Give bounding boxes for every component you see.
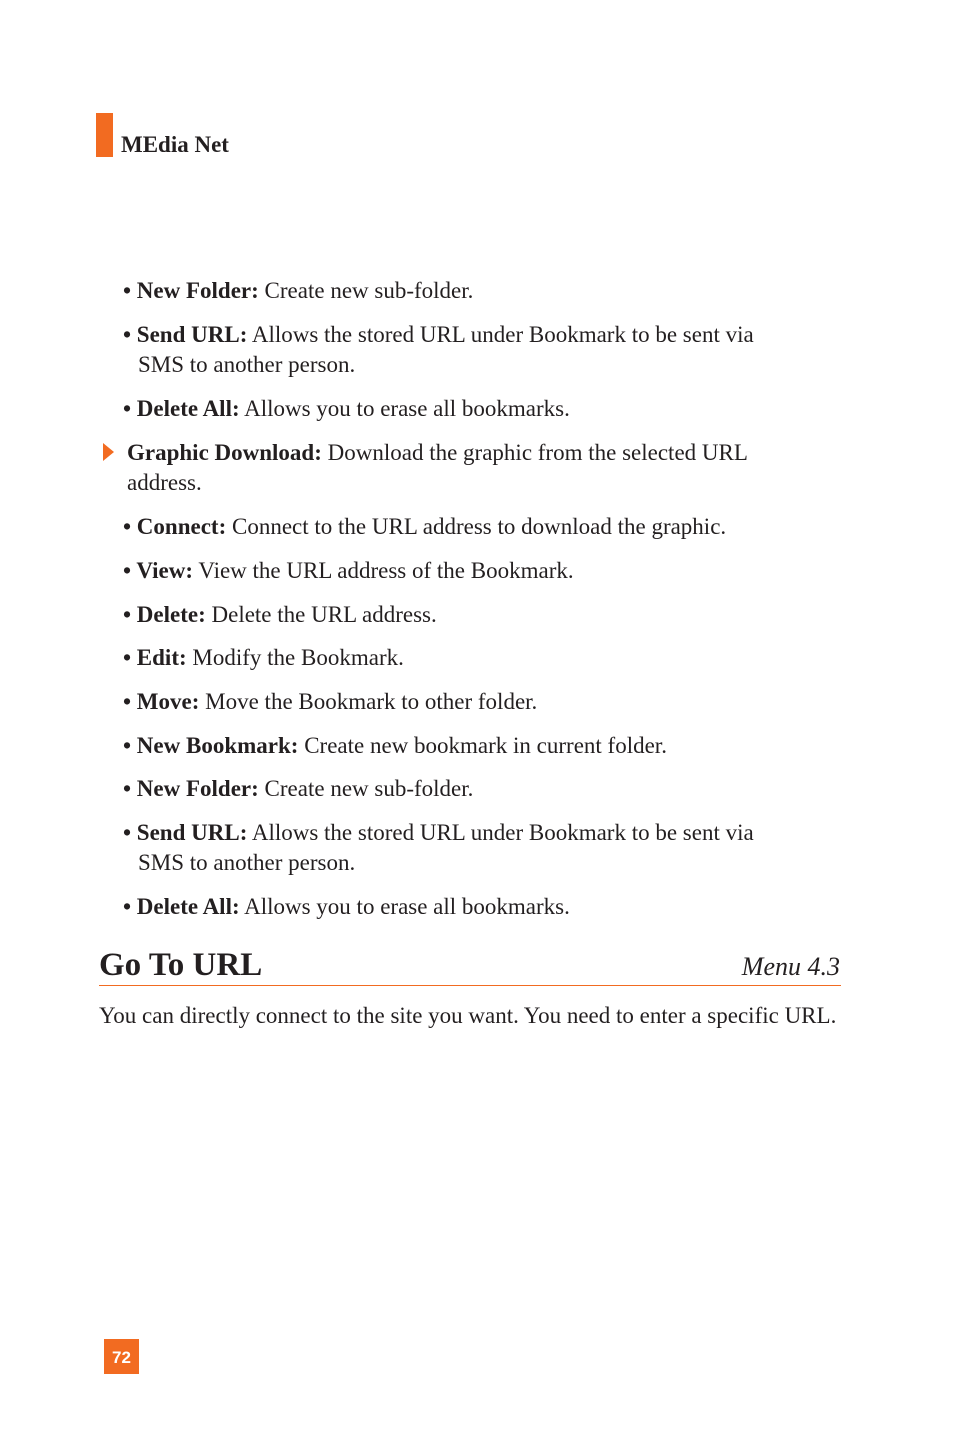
list-item [123,276,473,306]
item-term: • New Folder: [123,776,259,801]
list-item [123,774,473,804]
list-item [123,556,574,586]
item-description: Allows you to erase all bookmarks. [239,396,570,421]
item-description: Move the Bookmark to other folder. [199,689,538,714]
item-description: Download the graphic from the selected URL [321,440,748,465]
item-term: • Delete: [123,602,206,627]
list-item [123,892,570,922]
page-heading: Go To URL [99,947,263,983]
item-description: Create new sub-folder. [258,776,474,801]
item-term: • Move: [123,689,200,714]
item-description: Create new sub-folder. [258,278,474,303]
item-description: Create new bookmark in current folder. [298,733,667,758]
item-description: Allows you to erase all bookmarks. [239,894,570,919]
page-number-badge: 72 [104,1339,139,1374]
section-body: You can directly connect to the site you want. You need to enter a specific URL. [99,1003,837,1028]
item-term: • Delete All: [123,894,240,919]
list-item [123,394,570,424]
item-continuation: address. [127,470,202,495]
item-description: Modify the Bookmark. [186,645,404,670]
item-continuation: SMS to another person. [138,850,356,875]
triangle-bullet-icon [103,443,114,461]
item-description: Connect to the URL address to download the graphic. [226,514,727,539]
item-description: View the URL address of the Bookmark. [193,558,574,583]
item-description: Allows the stored URL under Bookmark to be sent via [247,322,754,347]
list-item [123,643,404,673]
item-term: • View: [123,558,194,583]
item-term: • Edit: [123,645,187,670]
item-term: • New Folder: [123,278,259,303]
list-item [123,687,537,717]
list-item [123,818,754,878]
item-term: • New Bookmark: [123,733,299,758]
item-term: • Delete All: [123,396,240,421]
section-title: MEdia Net [121,132,229,157]
item-description: Allows the stored URL under Bookmark to be sent via [247,820,754,845]
item-term: • Send URL: [123,322,248,347]
list-item [123,600,437,630]
item-term: • Connect: [123,514,227,539]
item-term: • Send URL: [123,820,248,845]
list-item [123,320,754,380]
heading-divider [99,985,841,986]
item-continuation: SMS to another person. [138,352,356,377]
menu-reference: Menu 4.3 [741,952,840,981]
list-item [123,512,726,542]
item-term: Graphic Download: [127,440,322,465]
section-marker-bar [96,113,113,157]
item-description: Delete the URL address. [205,602,437,627]
list-item [127,438,748,498]
list-item [123,731,667,761]
